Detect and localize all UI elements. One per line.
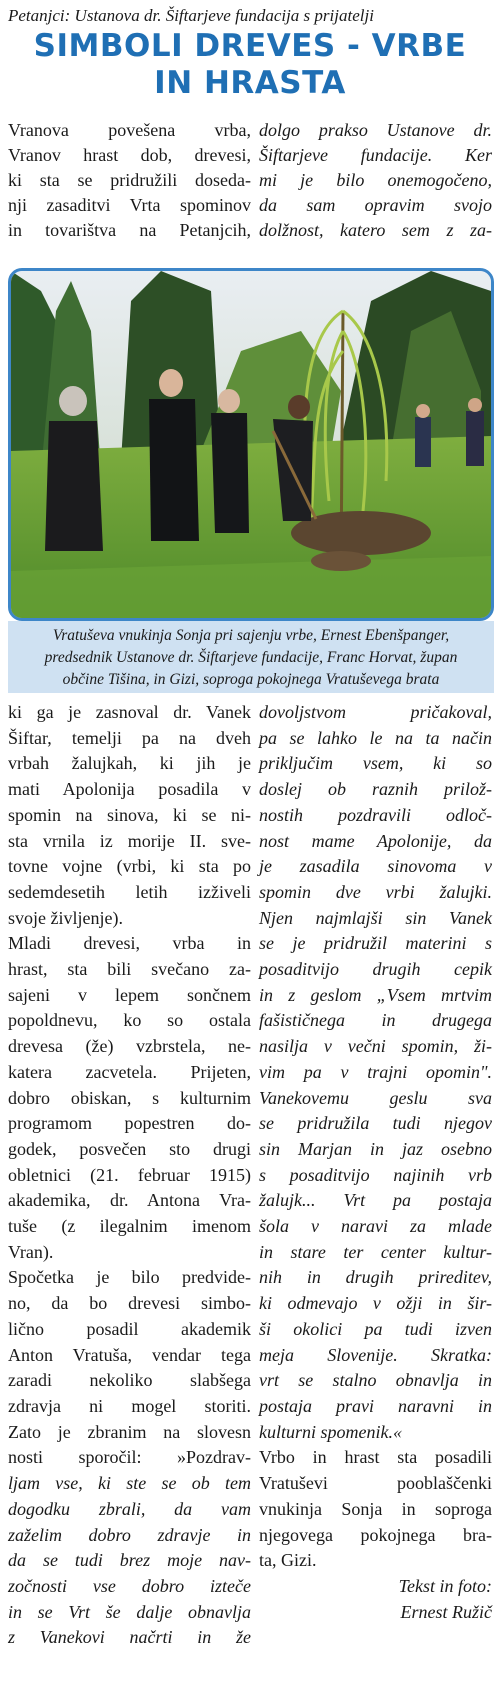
text-line: zaradi nekoliko slabšega xyxy=(8,1370,251,1391)
text-line: meja Slovenije. Skratka: xyxy=(259,1344,492,1365)
text-line: in tovarištva na Petanjcih, xyxy=(8,220,251,240)
text-line: dolgo prakso Ustanove dr. xyxy=(259,120,492,140)
text-line: s posaditvijo najinih vrb xyxy=(259,1164,492,1185)
text-line: posaditvijo drugih cepik xyxy=(259,959,492,980)
text-line: je zasadila sinovoma v xyxy=(259,856,492,877)
text-line: vim pa v trajni opomin". xyxy=(259,1061,492,1082)
text-line: dobro obiskan, s kulturnim xyxy=(8,1087,251,1108)
text-line: spomin na sinova, ki se ni- xyxy=(8,804,251,825)
text-line: se pridružila tudi njegov xyxy=(259,1113,492,1134)
text-line: vnukinja Sonja in soproga xyxy=(259,1498,492,1519)
bottom-left-column xyxy=(8,700,251,1651)
text-line: godek, posvečen sto drugi xyxy=(8,1138,251,1159)
top-left-column xyxy=(8,118,251,243)
text-line: šola v naravi za mlade xyxy=(259,1216,492,1237)
text-line: Vranov hrast dob, drevesi, xyxy=(8,145,251,165)
text-line: kulturni spomenik.« xyxy=(259,1421,402,1442)
text-line: sedemdesetih letih izživeli xyxy=(8,881,251,902)
text-line: no, da bo drevesi simbo- xyxy=(8,1293,251,1314)
text-line: Mladi drevesi, vrba in xyxy=(8,933,251,954)
text-line: da sam opravim svojo xyxy=(259,195,492,215)
text-line: doslej ob raznih prilož- xyxy=(259,779,492,800)
text-line: dolžnost, katero sem z za- xyxy=(259,220,492,240)
text-line: Njen najmlajši sin Vanek xyxy=(259,907,492,928)
text-line: postaja pravi naravni in xyxy=(259,1395,492,1416)
text-line: Šiftar, temelji pa na dveh xyxy=(8,727,251,748)
tree-planting-photo xyxy=(11,271,491,618)
text-line: akademika, dr. Antona Vra- xyxy=(8,1190,251,1211)
text-line: njegovega pokojnega bra- xyxy=(259,1524,492,1545)
text-line: priključim vsem, ki so xyxy=(259,753,492,774)
text-line: svoje življenje). xyxy=(8,907,123,928)
photo-caption xyxy=(8,621,494,693)
text-line: Zato je zbranim na slovesn xyxy=(8,1421,251,1442)
text-line: dogodku zbrali, da vam xyxy=(8,1498,251,1519)
text-line: Vran). xyxy=(8,1241,54,1262)
text-line: Spočetka je bilo predvide- xyxy=(8,1267,251,1288)
text-line: katera zacvetela. Prijeten, xyxy=(8,1061,251,1082)
text-line: programom popestren do- xyxy=(8,1113,251,1134)
article-kicker: Petanjci: Ustanova dr. Šiftarjeve fundacija s prijatelji xyxy=(8,6,374,25)
article-photo xyxy=(8,268,494,621)
text-line: mati Apolonija posadila v xyxy=(8,779,251,800)
text-line: nih in drugih prireditev, xyxy=(259,1267,492,1288)
text-line: Vranova povešena vrba, xyxy=(8,120,251,140)
text-line: nostih pozdravili odloč- xyxy=(259,804,492,825)
text-line: Vanekovemu geslu sva xyxy=(259,1087,492,1108)
text-line: ta, Gizi. xyxy=(259,1550,317,1571)
text-line: tuše (z ilegalnim imenom xyxy=(8,1216,251,1237)
text-line: zdravja ni mogel storiti. xyxy=(8,1395,251,1416)
text-line: sin Marjan in jaz osebno xyxy=(259,1138,492,1159)
text-line: fašističnega in drugega xyxy=(259,1010,492,1031)
text-line: Vrbo in hrast sta posadili xyxy=(259,1447,492,1468)
text-line: lično posadil akademik xyxy=(8,1318,251,1339)
text-line: ki sta se pridružili doseda- xyxy=(8,170,251,190)
text-line: Anton Vratuša, vendar tega xyxy=(8,1344,251,1365)
text-line: sajeni v lepem sončnem xyxy=(8,984,251,1005)
headline-line-1: SIMBOLI DREVES - VRBE xyxy=(33,28,467,64)
text-line: ljam vse, ki ste se ob tem xyxy=(8,1473,251,1494)
text-line: Šiftarjeve fundacije. Ker xyxy=(259,145,492,165)
text-line: dovoljstvom pričakoval, xyxy=(259,702,492,722)
text-line: pa se lahko le na ta način xyxy=(259,727,492,748)
text-line: zočnosti vse dobro izteče xyxy=(8,1575,251,1596)
text-line: ši okolici pa tudi izven xyxy=(259,1318,492,1339)
text-line: žalujk... Vrt pa postaja xyxy=(259,1190,492,1211)
text-line: vrbah žalujkah, ki jih je xyxy=(8,753,251,774)
bottom-right-column xyxy=(259,700,492,1625)
caption-line: predsednik Ustanove dr. Šiftarjeve fundacije, Franc Horvat, župan xyxy=(44,649,458,666)
text-line: in se Vrt še dalje obnavlja xyxy=(8,1601,251,1622)
text-line: nost mame Apolonije, da xyxy=(259,830,492,851)
text-line: ki ga je zasnoval dr. Vanek xyxy=(8,702,251,722)
byline-author: Ernest Ružič xyxy=(400,1601,492,1622)
text-line: vrt se stalno obnavlja in xyxy=(259,1370,492,1391)
text-line: nasilja v večni spomin, ži- xyxy=(259,1036,492,1057)
text-line: hrast, sta bili svečano za- xyxy=(8,959,251,980)
text-line: nji zasaditvi Vrta spominov xyxy=(8,195,251,215)
caption-line: občine Tišina, in Gizi, soproga pokojnega Vratuševega brata xyxy=(62,671,440,688)
text-line: da se tudi brez moje nav- xyxy=(8,1550,251,1571)
text-line: in z geslom „Vsem mrtvim xyxy=(259,984,492,1005)
text-line: tovne vojne (vrbi, ki sta po xyxy=(8,856,251,877)
text-line: mi je bilo onemogočeno, xyxy=(259,170,492,190)
text-line: sta vrnila iz morije II. sve- xyxy=(8,830,251,851)
text-line: drevesa (že) vzbrstela, ne- xyxy=(8,1036,251,1057)
text-line: se je pridružil materini s xyxy=(259,933,492,954)
text-line: z Vanekovi načrti in že xyxy=(8,1627,251,1648)
text-line: nosti sporočil: »Pozdrav- xyxy=(8,1447,251,1468)
text-line: ki odmevajo v ožji in šir- xyxy=(259,1293,492,1314)
text-line: zaželim dobro zdravje in xyxy=(8,1524,251,1545)
byline-label: Tekst in foto: xyxy=(398,1575,492,1596)
headline-line-2: IN HRASTA xyxy=(154,65,346,101)
text-line: in stare ter center kultur- xyxy=(259,1241,492,1262)
text-line: spomin dve vrbi žalujki. xyxy=(259,881,492,902)
text-line: popoldnevu, ko so ostala xyxy=(8,1010,251,1031)
article-headline xyxy=(0,28,500,102)
text-line: obletnici (21. februar 1915) xyxy=(8,1164,251,1185)
text-line: Vratuševi pooblaščenki xyxy=(259,1473,492,1494)
caption-line: Vratuševa vnukinja Sonja pri sajenju vrbe, Ernest Ebenšpanger, xyxy=(52,627,450,644)
top-right-column xyxy=(259,118,492,243)
